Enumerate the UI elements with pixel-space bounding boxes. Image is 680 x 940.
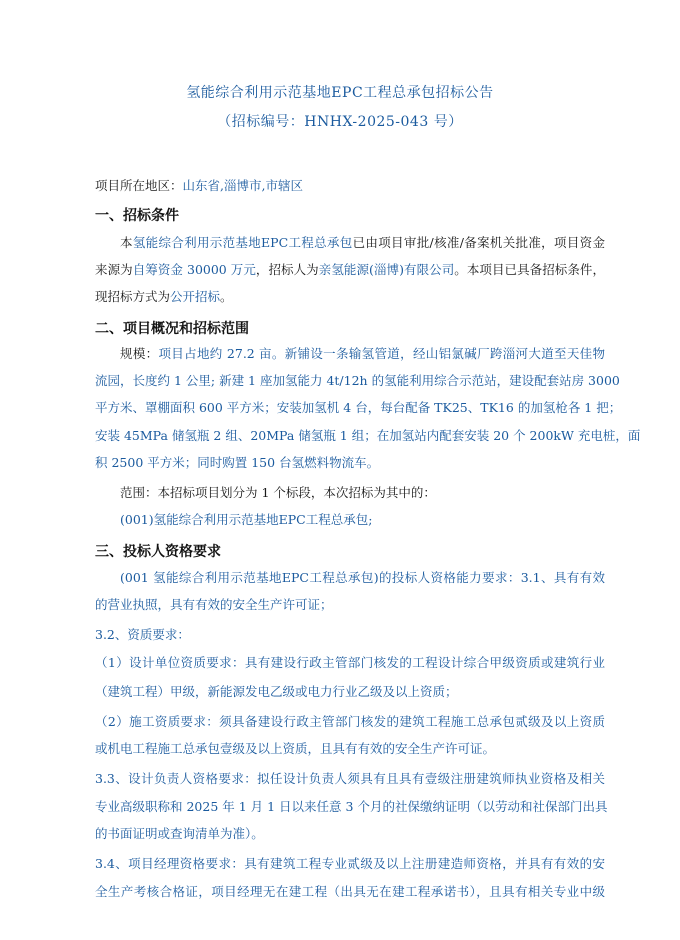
tender-method: 公开招标: [170, 289, 221, 304]
section-3-heading: 三、投标人资格要求: [95, 544, 221, 560]
project-name: 氢能综合利用示范基地EPC工程总承包: [132, 235, 353, 250]
tenderer-name: 亲氢能源(淄博)有限公司: [318, 262, 455, 277]
section-1-line-1: 本氢能综合利用示范基地EPC工程总承包已由项目审批/核准/备案机关批准，项目资金: [120, 235, 605, 250]
scale-line-2: 流园，长度约 1 公里; 新建 1 座加氢能力 4t/12h 的氢能利用综合示范站，建设配套站房 3000: [95, 373, 620, 388]
tender-number: （招标编号：HNHX-2025-043 号）: [217, 114, 463, 130]
section-1-line-2: 来源为自筹资金 30000 万元，招标人为亲氢能源(淄博)有限公司。本项目已具备招标条件，: [95, 262, 605, 277]
qual-3-2: 3.2、资质要求：: [95, 627, 190, 642]
range-line: 范围：本招标项目划分为 1 个标段，本次招标为其中的：: [120, 485, 436, 500]
qual-intro-line-2: 的营业执照，具有有效的安全生产许可证；: [95, 597, 333, 612]
qual-3-3-line-2: 专业高级职称和 2025 年 1 月 1 日以来任意 3 个月的社保缴纳证明（以劳动和社保部门出具: [95, 799, 608, 814]
qual-3-4-line-1: 3.4、项目经理资格要求：具有建筑工程专业贰级及以上注册建造师资格，并具有有效的安: [95, 856, 605, 871]
qual-3-3-line-3: 的书面证明或查询清单为准）。: [95, 826, 264, 841]
qual-3-4-line-2: 全生产考核合格证，项目经理无在建工程（出具无在建工程承诺书），且具有相关专业中级: [95, 884, 605, 899]
design-qual-line-2: （建筑工程）甲级，新能源发电乙级或电力行业乙级及以上资质；: [95, 684, 458, 699]
qual-3-3-line-1: 3.3、设计负责人资格要求：拟任设计负责人须具有且具有壹级注册建筑师执业资格及相关: [95, 771, 605, 786]
project-location: [95, 178, 605, 194]
scale-line-4: 安装 45MPa 储氢瓶 2 组、20MPa 储氢瓶 1 组；在加氢站内配套安装 20 个 200kW 充电桩，面: [95, 428, 641, 443]
section-2-heading: 二、项目概况和招标范围: [95, 321, 249, 337]
qual-intro-line-1: (001 氢能综合利用示范基地EPC工程总承包)的投标人资格能力要求：3.1、具有有效: [120, 570, 605, 585]
fund-source: 自筹资金 30000 万元: [132, 262, 256, 277]
construction-qual-line-2: 或机电工程施工总承包壹级及以上资质，且具有有效的安全生产许可证。: [95, 741, 496, 756]
location-label: 项目所在地区：: [95, 178, 183, 193]
section-1-line-3: 现招标方式为公开招标。: [95, 289, 233, 304]
scale-line-3: 平方米、罩棚面积 600 平方米；安装加氢机 4 台，每台配备 TK25、TK16 的加氢枪各 1 把；: [95, 400, 622, 415]
lot-item: (001)氢能综合利用示范基地EPC工程总承包;: [120, 512, 373, 527]
section-1-heading: 一、招标条件: [95, 208, 179, 224]
scale-line-5: 积 2500 平方米；同时购置 150 台氢燃料物流车。: [95, 455, 380, 470]
scale-line-1: 规模：项目占地约 27.2 亩。新铺设一条输氢管道，经山铝氯碱厂跨淄河大道至天佳物: [120, 346, 605, 361]
document-title: 氢能综合利用示范基地EPC工程总承包招标公告: [186, 85, 494, 101]
location-value: 山东省,淄博市,市辖区: [182, 178, 303, 193]
construction-qual-line-1: （2）施工资质要求：须具备建设行政主管部门核发的建筑工程施工总承包贰级及以上资质: [95, 714, 605, 729]
design-qual-line-1: （1）设计单位资质要求：具有建设行政主管部门核发的工程设计综合甲级资质或建筑行业: [95, 655, 605, 670]
